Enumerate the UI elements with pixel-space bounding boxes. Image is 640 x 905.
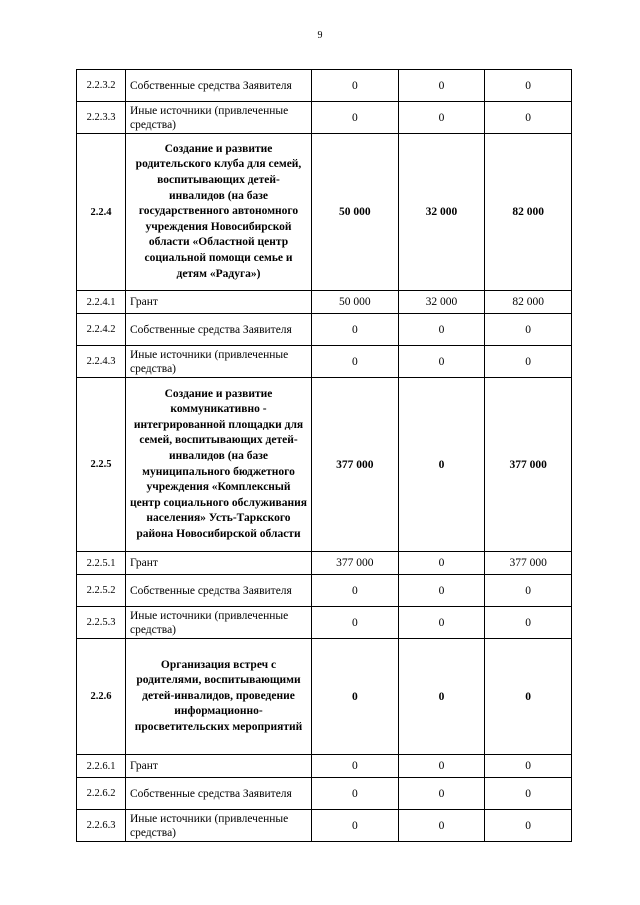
value-col-2: 0 <box>398 778 485 810</box>
value-col-2: 32 000 <box>398 134 485 291</box>
section-row <box>77 639 572 755</box>
value-col-3: 0 <box>485 810 572 842</box>
value-col-1: 0 <box>312 70 399 102</box>
item-code: 2.2.6.2 <box>77 778 126 810</box>
section-title: Создание и развитие родительского клуба для семей, воспитывающих детей-инвалидов (на базе государственного автономного учреждения Новосибирской области «Областной центр социальной помощи семье и детям «Радуга») <box>126 134 312 291</box>
item-name: Иные источники (привлеченные средства) <box>126 102 312 134</box>
value-col-2: 0 <box>398 810 485 842</box>
value-col-3: 0 <box>485 70 572 102</box>
value-col-2: 0 <box>398 314 485 346</box>
value-col-3: 0 <box>485 755 572 778</box>
value-col-2: 0 <box>398 607 485 639</box>
value-col-3: 0 <box>485 639 572 755</box>
section-code: 2.2.4 <box>77 134 126 291</box>
item-name: Грант <box>126 291 312 314</box>
value-col-3: 0 <box>485 778 572 810</box>
value-col-3: 82 000 <box>485 134 572 291</box>
item-code: 2.2.5.3 <box>77 607 126 639</box>
value-col-3: 0 <box>485 102 572 134</box>
page-number: 9 <box>317 30 323 41</box>
value-col-2: 0 <box>398 639 485 755</box>
value-col-1: 0 <box>312 639 399 755</box>
budget-table <box>76 69 572 842</box>
value-col-2: 0 <box>398 755 485 778</box>
value-col-3: 0 <box>485 607 572 639</box>
table-row <box>77 778 572 810</box>
table-row <box>77 291 572 314</box>
value-col-1: 0 <box>312 575 399 607</box>
value-col-2: 0 <box>398 70 485 102</box>
value-col-3: 0 <box>485 346 572 378</box>
value-col-2: 0 <box>398 102 485 134</box>
value-col-2: 32 000 <box>398 291 485 314</box>
table-row <box>77 755 572 778</box>
value-col-1: 0 <box>312 314 399 346</box>
item-code: 2.2.3.2 <box>77 70 126 102</box>
item-code: 2.2.4.3 <box>77 346 126 378</box>
item-code: 2.2.3.3 <box>77 102 126 134</box>
value-col-3: 0 <box>485 575 572 607</box>
section-code: 2.2.6 <box>77 639 126 755</box>
value-col-1: 0 <box>312 607 399 639</box>
value-col-2: 0 <box>398 575 485 607</box>
value-col-1: 377 000 <box>312 552 399 575</box>
item-name: Собственные средства Заявителя <box>126 314 312 346</box>
value-col-1: 0 <box>312 810 399 842</box>
item-name: Собственные средства Заявителя <box>126 575 312 607</box>
value-col-1: 0 <box>312 778 399 810</box>
table-row <box>77 102 572 134</box>
section-title: Создание и развитие коммуникативно - интегрированной площадки для семей, воспитывающих детей-инвалидов (на базе муниципального бюджетного учреждения «Комплексный центр социального обслуживания населения» Усть-Таркского района Новосибирской области <box>126 378 312 552</box>
value-col-1: 0 <box>312 102 399 134</box>
item-code: 2.2.6.3 <box>77 810 126 842</box>
value-col-1: 0 <box>312 755 399 778</box>
value-col-3: 82 000 <box>485 291 572 314</box>
value-col-2: 0 <box>398 552 485 575</box>
table-row <box>77 70 572 102</box>
value-col-3: 377 000 <box>485 552 572 575</box>
table-row <box>77 314 572 346</box>
value-col-2: 0 <box>398 346 485 378</box>
item-code: 2.2.4.1 <box>77 291 126 314</box>
item-name: Собственные средства Заявителя <box>126 70 312 102</box>
table-row <box>77 346 572 378</box>
section-code: 2.2.5 <box>77 378 126 552</box>
item-name: Иные источники (привлеченные средства) <box>126 346 312 378</box>
value-col-1: 377 000 <box>312 378 399 552</box>
item-name: Грант <box>126 552 312 575</box>
item-name: Иные источники (привлеченные средства) <box>126 810 312 842</box>
value-col-1: 0 <box>312 346 399 378</box>
value-col-1: 50 000 <box>312 134 399 291</box>
item-name: Грант <box>126 755 312 778</box>
table-row <box>77 575 572 607</box>
item-code: 2.2.4.2 <box>77 314 126 346</box>
value-col-3: 0 <box>485 314 572 346</box>
section-row <box>77 134 572 291</box>
item-code: 2.2.5.2 <box>77 575 126 607</box>
section-title: Организация встреч с родителями, воспитывающими детей-инвалидов, проведение информационно-просветительских мероприятий <box>126 639 312 755</box>
table-row <box>77 810 572 842</box>
value-col-1: 50 000 <box>312 291 399 314</box>
value-col-3: 377 000 <box>485 378 572 552</box>
value-col-2: 0 <box>398 378 485 552</box>
section-row <box>77 378 572 552</box>
item-name: Иные источники (привлеченные средства) <box>126 607 312 639</box>
item-name: Собственные средства Заявителя <box>126 778 312 810</box>
item-code: 2.2.6.1 <box>77 755 126 778</box>
table-row <box>77 607 572 639</box>
item-code: 2.2.5.1 <box>77 552 126 575</box>
table-row <box>77 552 572 575</box>
